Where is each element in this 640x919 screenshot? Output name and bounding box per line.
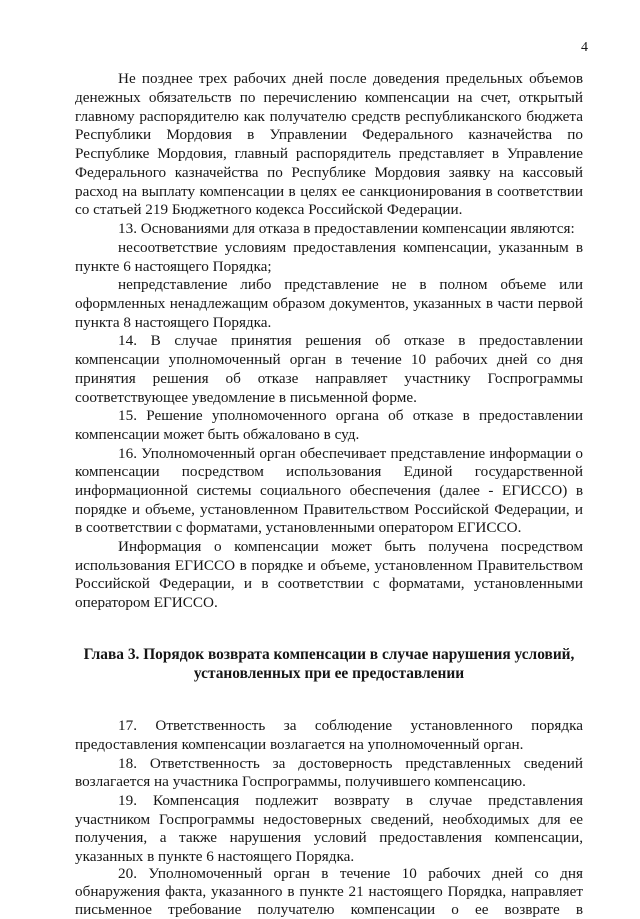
text-line: 13. Основаниями для отказа в предоставлении компенсации являются: <box>118 220 575 237</box>
text-line: 17. Ответственность за соблюдение установленного порядка <box>118 717 583 734</box>
text-line: участником Госпрограммы недостоверных сведений, необходимых для ее <box>75 811 583 828</box>
text-line: компенсации уполномоченный орган в течение 10 рабочих дней со дня <box>75 351 583 368</box>
text-line: со статьей 219 Бюджетного кодекса Российской Федерации. <box>75 201 463 218</box>
text-line: Российской Федерации, и в соответствии с форматами, установленными <box>75 575 583 592</box>
text-line: 19. Компенсация подлежит возврату в случае представления <box>118 792 583 809</box>
text-line: 18. Ответственность за достоверность представленных сведений <box>118 755 583 772</box>
text-line: соответствующее уведомление в письменной форме. <box>75 389 417 406</box>
text-line: Не позднее трех рабочих дней после доведения предельных объемов <box>118 70 583 87</box>
text-line: в соответствии с форматами, установленными оператором ЕГИССО. <box>75 519 522 536</box>
text-line: письменное требование получателю компенсации о ее возврате в <box>75 901 583 918</box>
text-line: принятия решения об отказе направляет участнику Госпрограммы <box>75 370 583 387</box>
text-line: 15. Решение уполномоченного органа об отказе в предоставлении <box>118 407 583 424</box>
text-line: предоставления компенсации возлагается на уполномоченный орган. <box>75 736 524 753</box>
text-line: возлагается на участника Госпрограммы, получившего компенсацию. <box>75 773 526 790</box>
text-line: главному распорядителю как получателю средств республиканского бюджета <box>75 108 583 125</box>
text-line: Информация о компенсации может быть получена посредством <box>118 538 583 555</box>
text-line: информационной системы социального обеспечения (далее - ЕГИССО) в <box>75 482 583 499</box>
text-line: расход на выплату компенсации в целях ее санкционирования в соответствии <box>75 183 583 200</box>
text-line: несоответствие условиям предоставления компенсации, указанным в <box>118 239 583 256</box>
text-line: 16. Уполномоченный орган обеспечивает представление информации о <box>118 445 583 462</box>
text-line: Республики Мордовия в Управлении Федерального казначейства по <box>75 126 583 143</box>
text-line: порядке и объеме, установленном Правительством Российской Федерации, и <box>75 501 583 518</box>
text-line: Федерального казначейства по Республике Мордовия заявку на кассовый <box>75 164 583 181</box>
text-line: компенсации посредством использования Единой государственной <box>75 463 583 480</box>
chapter-heading: Глава 3. Порядок возврата компенсации в случае нарушения условий, <box>83 646 575 663</box>
text-line: компенсации может быть обжаловано в суд. <box>75 426 360 443</box>
text-line: оформленных ненадлежащим образом документов, указанных в части первой <box>75 295 583 312</box>
text-line: использования ЕГИССО в порядке и объеме, установленном Правительством <box>75 557 583 574</box>
text-line: получения, а также нарушения условий предоставления компенсации, <box>75 829 583 846</box>
chapter-heading: установленных при ее предоставлении <box>193 665 465 682</box>
text-line: 14. В случае принятия решения об отказе в предоставлении <box>118 332 583 349</box>
text-line: указанных в пункте 6 настоящего Порядка. <box>75 848 355 865</box>
text-line: обнаружения факта, указанного в пункте 21 настоящего Порядка, направляет <box>75 883 583 900</box>
text-line: 20. Уполномоченный орган в течение 10 рабочих дней со дня <box>118 865 583 882</box>
text-line: Республике Мордовия, главный распорядитель представляет в Управление <box>75 145 583 162</box>
text-line: непредставление либо представление не в полном объеме или <box>118 276 583 293</box>
text-line: пункта 8 настоящего Порядка. <box>75 314 272 331</box>
text-line: денежных обязательств по перечислению компенсации на счет, открытый <box>75 89 583 106</box>
text-line: оператором ЕГИССО. <box>75 594 218 611</box>
text-line: пункте 6 настоящего Порядка; <box>75 258 272 275</box>
page-number: 4 <box>581 40 588 55</box>
